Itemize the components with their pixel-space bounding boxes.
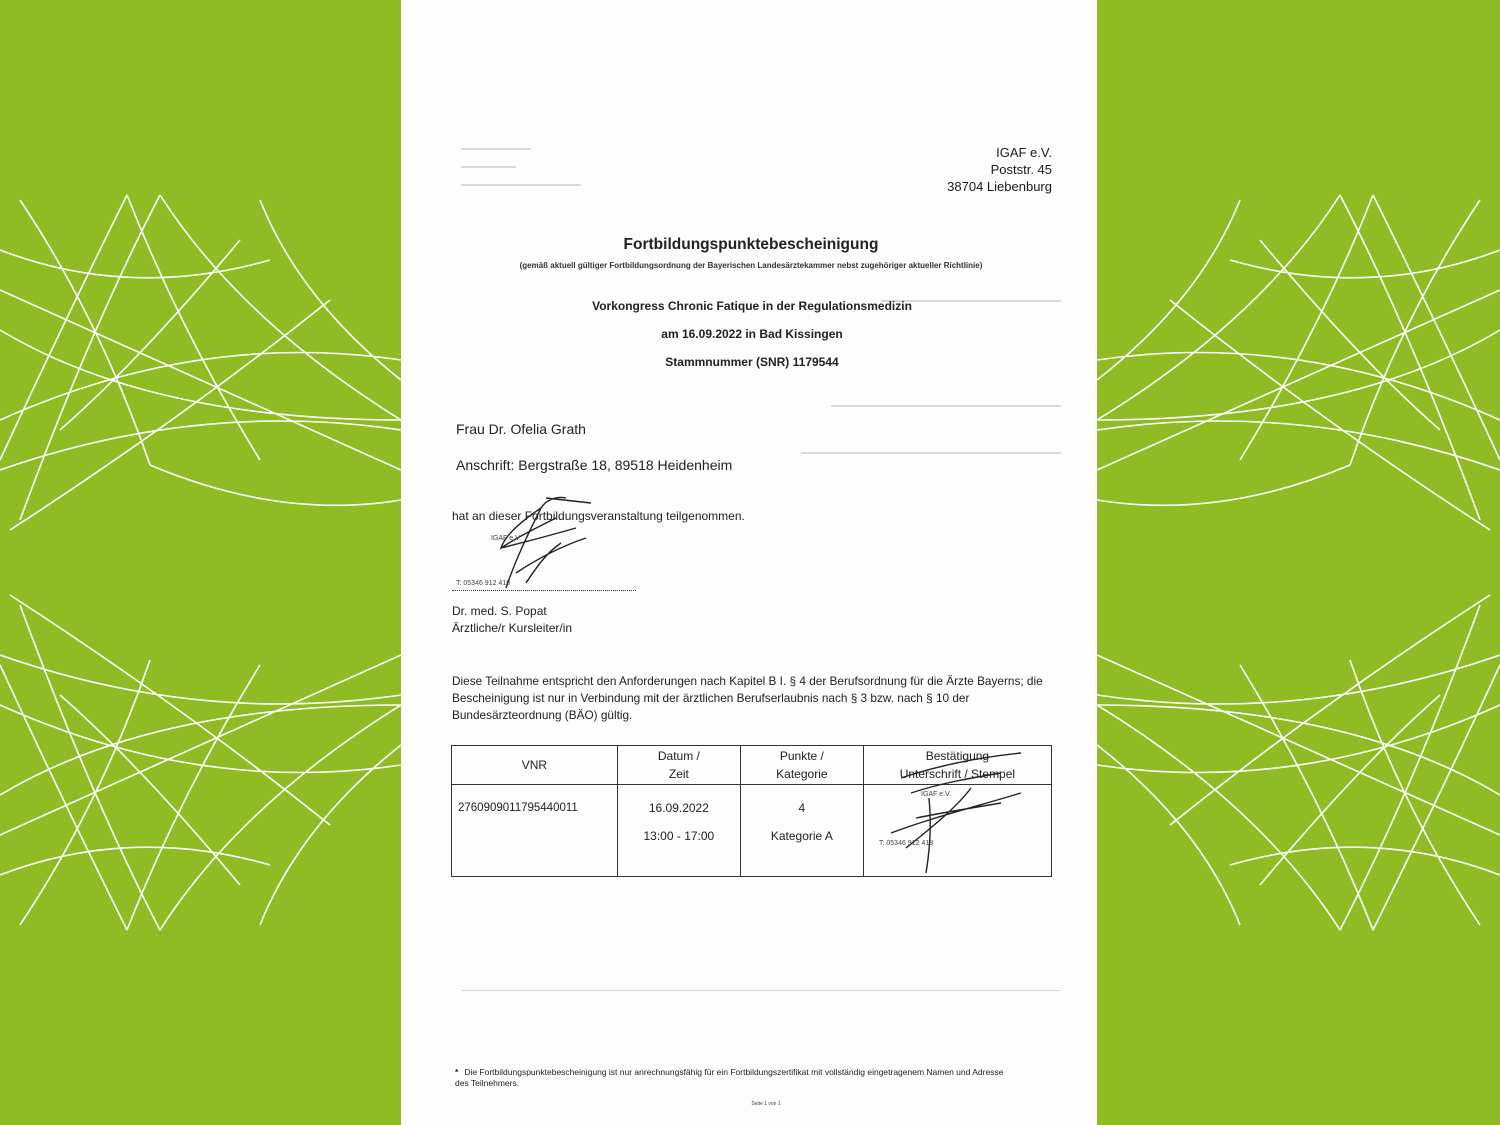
footnote-text: Die Fortbildungspunktebescheinigung ist nur anrechnungsfähig für ein Fortbildungszertifikat mit vollständig eingetragenem Namen und Adresse des Teilnehmers. [455,1067,1004,1088]
signature-stamp-icon [446,488,616,598]
cell-date-time: 16.09.2022 13:00 - 17:00 [617,785,740,877]
header-punkte: Punkte / Kategorie [740,746,863,785]
stamp-org-text: IGAF e.V. [921,791,952,798]
cell-vnr: 2760909011795440011 [452,785,618,877]
footnote-star: * [455,1067,459,1077]
signer-role: Ärztliche/r Kursleiter/in [452,621,573,635]
cell-points-category: 4 Kategorie A [740,785,863,877]
showthrough-mark [461,148,531,150]
signer-name: Dr. med. S. Popat [452,604,547,618]
sender-org: IGAF e.V. [996,145,1052,160]
legal-paragraph: Diese Teilnahme entspricht den Anforderungen nach Kapitel B I. § 4 der Berufsordnung für die Ärzte Bayerns; die Bescheinigung ist nur in Verbindung mit der ärztlichen Berufserlaubnis nach § 3 bzw. nach § 10 der Bundesärzteordnung (BÄO) gültig. [452,674,1043,722]
document-subtitle: (gemäß aktuell gültiger Fortbildungsordnung der Bayerischen Landesärztekammer nebst zugehöriger aktueller Richtlinie) [519,261,983,270]
sender-address [947,144,1052,195]
header-vnr: VNR [452,746,618,785]
showthrough-mark [801,452,1061,454]
header-bestaetigung: Bestätigung Unterschrift / Stempel [863,746,1051,785]
participant-name: Frau Dr. Ofelia Grath [456,421,586,437]
showthrough-mark [461,166,516,168]
participation-statement: hat an dieser Fortbildungsveranstaltung teilgenommen. [452,509,745,523]
showthrough-mark [831,405,1061,407]
certificate-document [401,0,1097,1125]
participant-address: Anschrift: Bergstraße 18, 89518 Heidenheim [456,457,733,473]
line-pattern-icon [0,0,401,1125]
event-name: Vorkongress Chronic Fatique in der Regulationsmedizin [592,299,912,313]
stamp-phone-text: T: 05346 912 418 [456,580,511,587]
stamp-phone-text: T: 05346 912 418 [879,840,934,847]
sender-city: 38704 Liebenburg [947,179,1052,194]
line-pattern-icon [1097,0,1500,1125]
event-date-location: am 16.09.2022 in Bad Kissingen [661,327,843,341]
sender-street: Poststr. 45 [990,162,1052,177]
page-number: Seite 1 von 1 [751,1101,781,1107]
signature-line [452,590,636,591]
document-title: Fortbildungspunktebescheinigung [623,236,879,253]
showthrough-mark [461,184,581,186]
stamp-org-text: IGAF e.V. [491,535,522,542]
event-snr: Stammnummer (SNR) 1179544 [665,355,839,369]
decorative-pattern-left [0,0,401,1125]
signer-block [452,603,572,637]
footnote [455,1067,1015,1089]
signature-stamp-icon [871,748,1051,878]
showthrough-mark [461,990,1061,991]
header-datum: Datum / Zeit [617,746,740,785]
decorative-pattern-right [1097,0,1500,1125]
